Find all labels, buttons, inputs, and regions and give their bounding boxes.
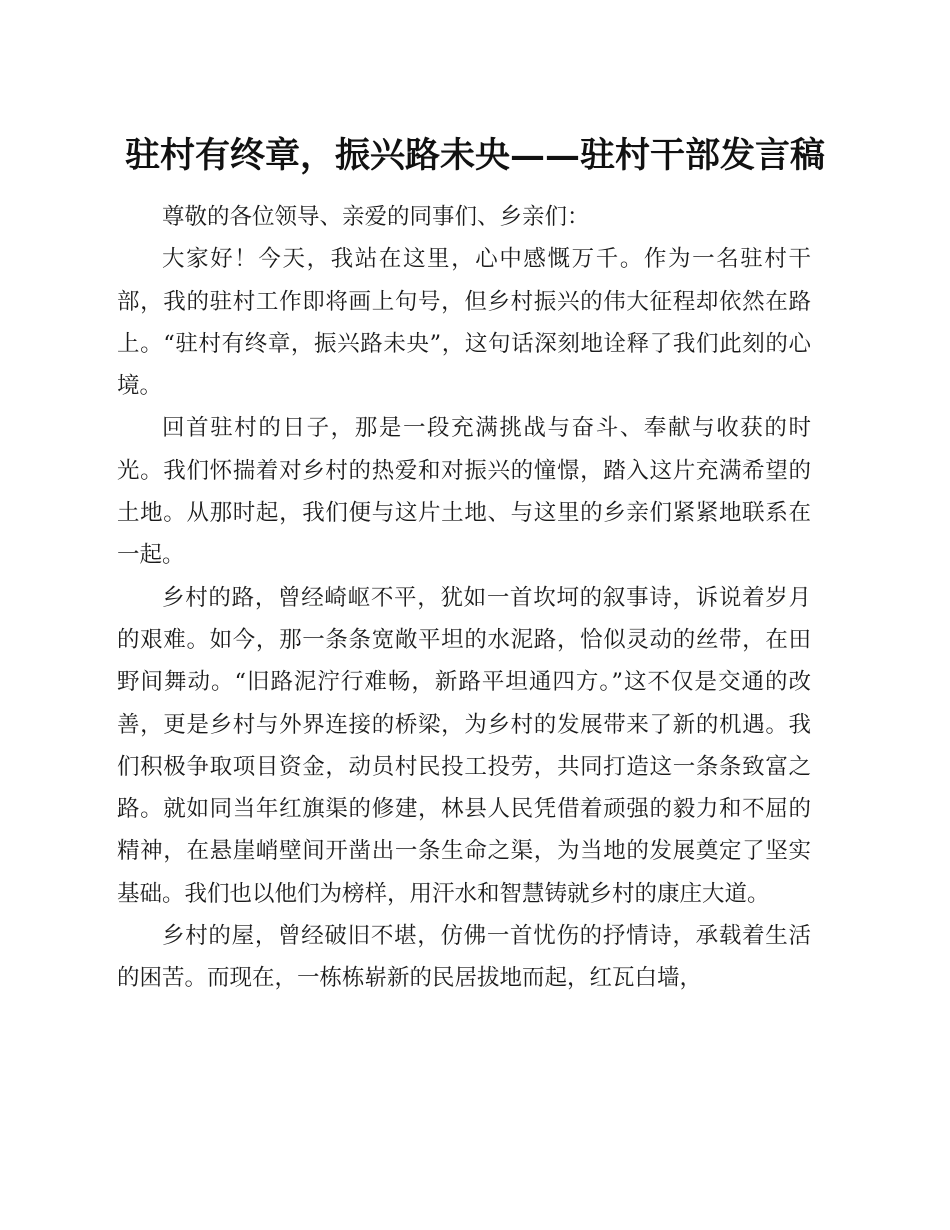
- paragraph: 大家好！今天，我站在这里，心中感慨万千。作为一名驻村干部，我的驻村工作即将画上句号，但乡村振兴的伟大征程却依然在路上。“驻村有终章，振兴路未央”，这句话深刻地诠释了我们此刻的心境。: [117, 246, 811, 400]
- paragraph: 乡村的屋，曾经破旧不堪，仿佛一首忧伤的抒情诗，承载着生活的困苦。而现在，一栋栋崭新的民居拔地而起，红瓦白墙，: [117, 923, 811, 992]
- paragraph: 回首驻村的日子，那是一段充满挑战与奋斗、奉献与收获的时光。我们怀揣着对乡村的热爱和对振兴的憧憬，踏入这片充满希望的土地。从那时起，我们便与这片土地、与这里的乡亲们紧紧地联系在一起。: [117, 415, 811, 569]
- paragraph: 乡村的路，曾经崎岖不平，犹如一首坎坷的叙事诗，诉说着岁月的艰难。如今，那一条条宽敞平坦的水泥路，恰似灵动的丝带，在田野间舞动。“旧路泥泞行难畅，新路平坦通四方。”这不仅是交通的改善，更是乡村与外界连接的桥梁，为乡村的发展带来了新的机遇。我们积极争取项目资金，动员村民投工投劳，共同打造这一条条致富之路。就如同当年红旗渠的修建，林县人民凭借着顽强的毅力和不屈的精神，在悬崖峭壁间开凿出一条生命之渠，为当地的发展奠定了坚实基础。我们也以他们为榜样，用汗水和智慧铸就乡村的康庄大道。: [117, 584, 811, 907]
- paragraph-salutation: 尊敬的各位领导、亲爱的同事们、乡亲们：: [162, 204, 590, 230]
- document-body: [117, 196, 811, 1000]
- document-title: 驻村有终章，振兴路未央——驻村干部发言稿: [124, 135, 825, 176]
